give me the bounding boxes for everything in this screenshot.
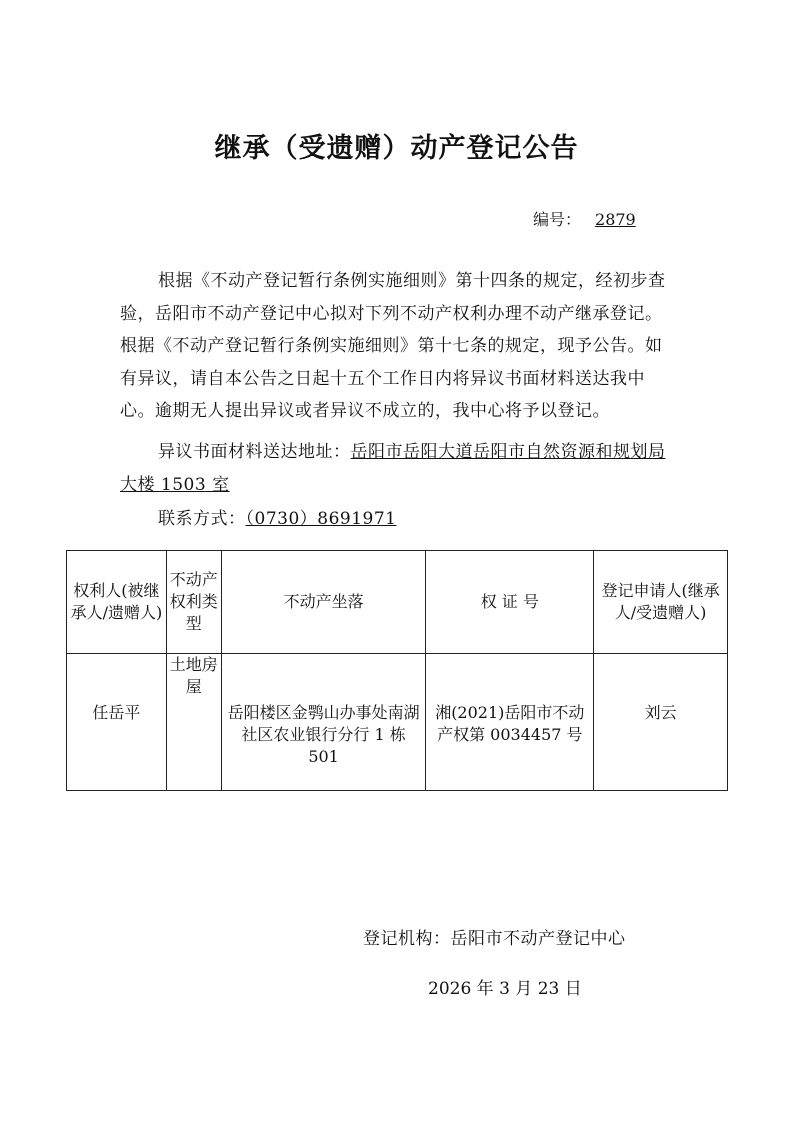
contact-value: （0730）8691971 (245, 509, 397, 529)
cell-certificate-number: 湘(2021)岳阳市不动产权第 0034457 号 (426, 654, 594, 791)
cell-right-holder: 任岳平 (67, 654, 167, 791)
registration-table (66, 550, 728, 791)
header-right-type: 不动产权利类型 (166, 551, 221, 654)
doc-number-label: 编号： (533, 210, 582, 229)
notice-paragraph: 根据《不动产登记暂行条例实施细则》第十四条的规定，经初步查验，岳阳市不动产登记中心拟对下列不动产权利办理不动产继承登记。根据《不动产登记暂行条例实施细则》第十七条的规定，现予公告。如有异议，请自本公告之日起十五个工作日内将异议书面材料送达我中心。逾期无人提出异议或者异议不成立的，我中心将予以登记。 (120, 271, 666, 421)
page-title: 继承（受遗赠）动产登记公告 (214, 133, 579, 164)
cell-location: 岳阳楼区金鹗山办事处南湖社区农业银行分行 1 栋 501 (221, 654, 426, 791)
address-label: 异议书面材料送达地址： (158, 442, 351, 462)
header-location: 不动产坐落 (221, 551, 426, 654)
doc-number (533, 207, 636, 230)
cell-applicant: 刘云 (594, 654, 728, 791)
objection-address (120, 436, 674, 501)
issue-date: 2026 年 3 月 23 日 (428, 979, 582, 999)
contact-label: 联系方式： (158, 509, 246, 529)
contact-info (120, 503, 712, 536)
cell-right-type: 土地房屋 (166, 654, 221, 791)
header-applicant: 登记申请人(继承人/受遗赠人) (594, 551, 728, 654)
address-value: 岳阳市岳阳大道岳阳市自然资源和规划局大楼 1503 室 (120, 442, 666, 495)
table-header-row (67, 551, 728, 654)
doc-number-value: 2879 (595, 210, 636, 229)
table-row (67, 654, 728, 791)
header-certificate-number: 权 证 号 (426, 551, 594, 654)
issuing-authority: 登记机构：岳阳市不动产登记中心 (363, 929, 626, 949)
header-right-holder: 权利人(被继承人/遗赠人) (67, 551, 167, 654)
